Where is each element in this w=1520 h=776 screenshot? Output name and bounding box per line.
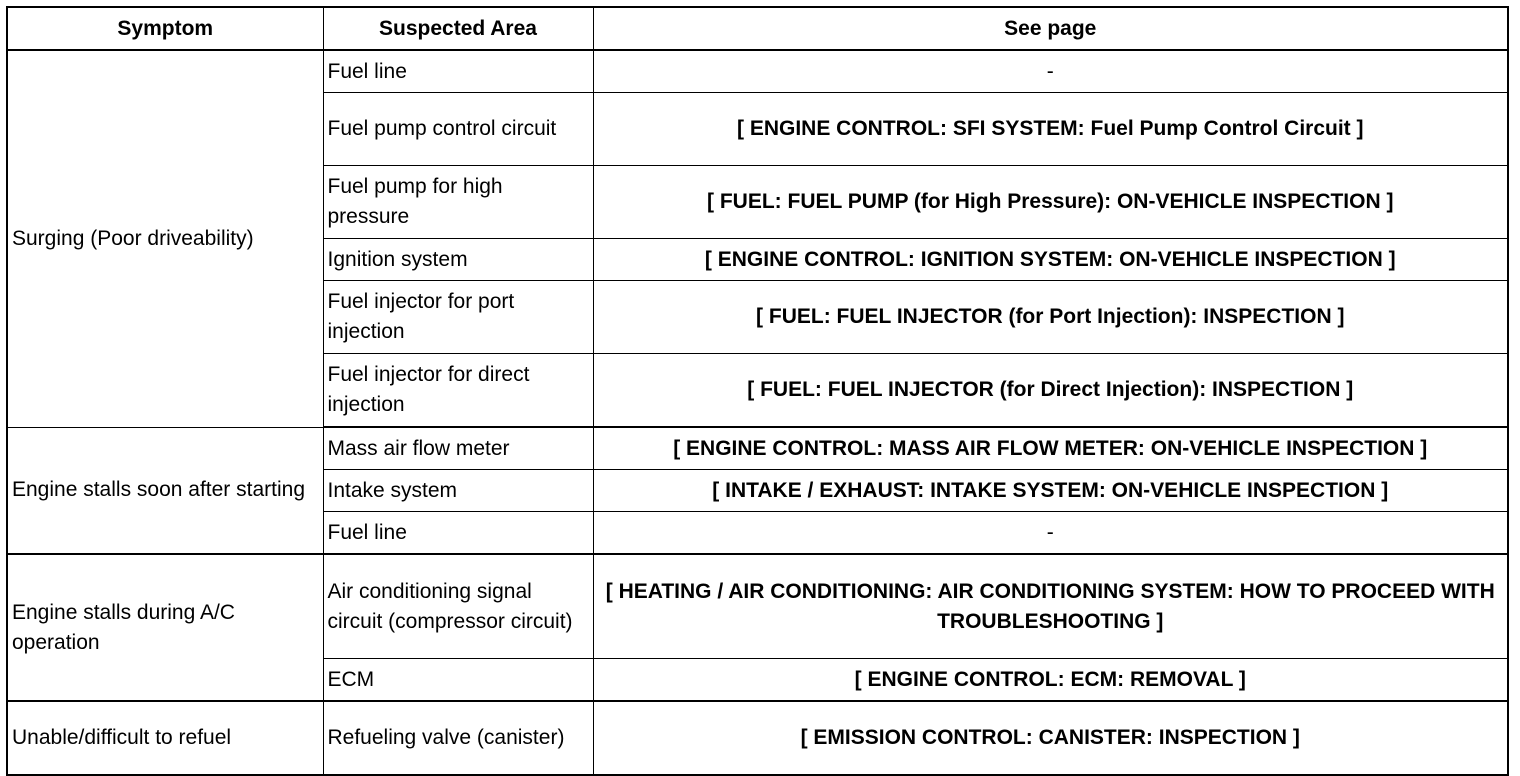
suspected-area-cell: Fuel injector for port injection xyxy=(323,281,593,354)
see-page-link[interactable]: [ FUEL: FUEL INJECTOR (for Direct Injection): INSPECTION ] xyxy=(593,354,1508,428)
see-page-link[interactable]: [ ENGINE CONTROL: IGNITION SYSTEM: ON-VEHICLE INSPECTION ] xyxy=(593,239,1508,281)
see-page-link[interactable]: [ ENGINE CONTROL: SFI SYSTEM: Fuel Pump Control Circuit ] xyxy=(593,93,1508,166)
suspected-area-cell: Fuel line xyxy=(323,512,593,555)
symptom-cell: Engine stalls during A/C operation xyxy=(7,554,323,701)
suspected-area-cell: Air conditioning signal circuit (compressor circuit) xyxy=(323,554,593,659)
table-row xyxy=(7,554,1508,659)
see-page-link[interactable]: [ FUEL: FUEL INJECTOR (for Port Injection): INSPECTION ] xyxy=(593,281,1508,354)
suspected-area-cell: Intake system xyxy=(323,470,593,512)
symptom-cell: Engine stalls soon after starting xyxy=(7,427,323,554)
suspected-area-cell: Fuel line xyxy=(323,50,593,93)
suspected-area-cell: Fuel pump control circuit xyxy=(323,93,593,166)
troubleshooting-table xyxy=(6,6,1509,776)
symptom-cell: Unable/difficult to refuel xyxy=(7,701,323,775)
header-suspected-area: Suspected Area xyxy=(323,7,593,50)
see-page-cell: - xyxy=(593,50,1508,93)
see-page-link[interactable]: [ EMISSION CONTROL: CANISTER: INSPECTION ] xyxy=(593,701,1508,775)
see-page-link[interactable]: [ ENGINE CONTROL: MASS AIR FLOW METER: ON-VEHICLE INSPECTION ] xyxy=(593,427,1508,470)
header-row xyxy=(7,7,1508,50)
symptom-cell: Surging (Poor driveability) xyxy=(7,50,323,427)
suspected-area-cell: Fuel injector for direct injection xyxy=(323,354,593,428)
suspected-area-cell: Refueling valve (canister) xyxy=(323,701,593,775)
header-see-page: See page xyxy=(593,7,1508,50)
see-page-link[interactable]: [ INTAKE / EXHAUST: INTAKE SYSTEM: ON-VEHICLE INSPECTION ] xyxy=(593,470,1508,512)
table-row xyxy=(7,50,1508,93)
suspected-area-cell: Fuel pump for high pressure xyxy=(323,166,593,239)
suspected-area-cell: Ignition system xyxy=(323,239,593,281)
table-row xyxy=(7,427,1508,470)
table-row xyxy=(7,701,1508,775)
see-page-link[interactable]: [ HEATING / AIR CONDITIONING: AIR CONDITIONING SYSTEM: HOW TO PROCEED WITH TROUBLESHOOTING ] xyxy=(593,554,1508,659)
see-page-cell: - xyxy=(593,512,1508,555)
suspected-area-cell: ECM xyxy=(323,659,593,702)
header-symptom: Symptom xyxy=(7,7,323,50)
see-page-link[interactable]: [ ENGINE CONTROL: ECM: REMOVAL ] xyxy=(593,659,1508,702)
suspected-area-cell: Mass air flow meter xyxy=(323,427,593,470)
see-page-link[interactable]: [ FUEL: FUEL PUMP (for High Pressure): ON-VEHICLE INSPECTION ] xyxy=(593,166,1508,239)
